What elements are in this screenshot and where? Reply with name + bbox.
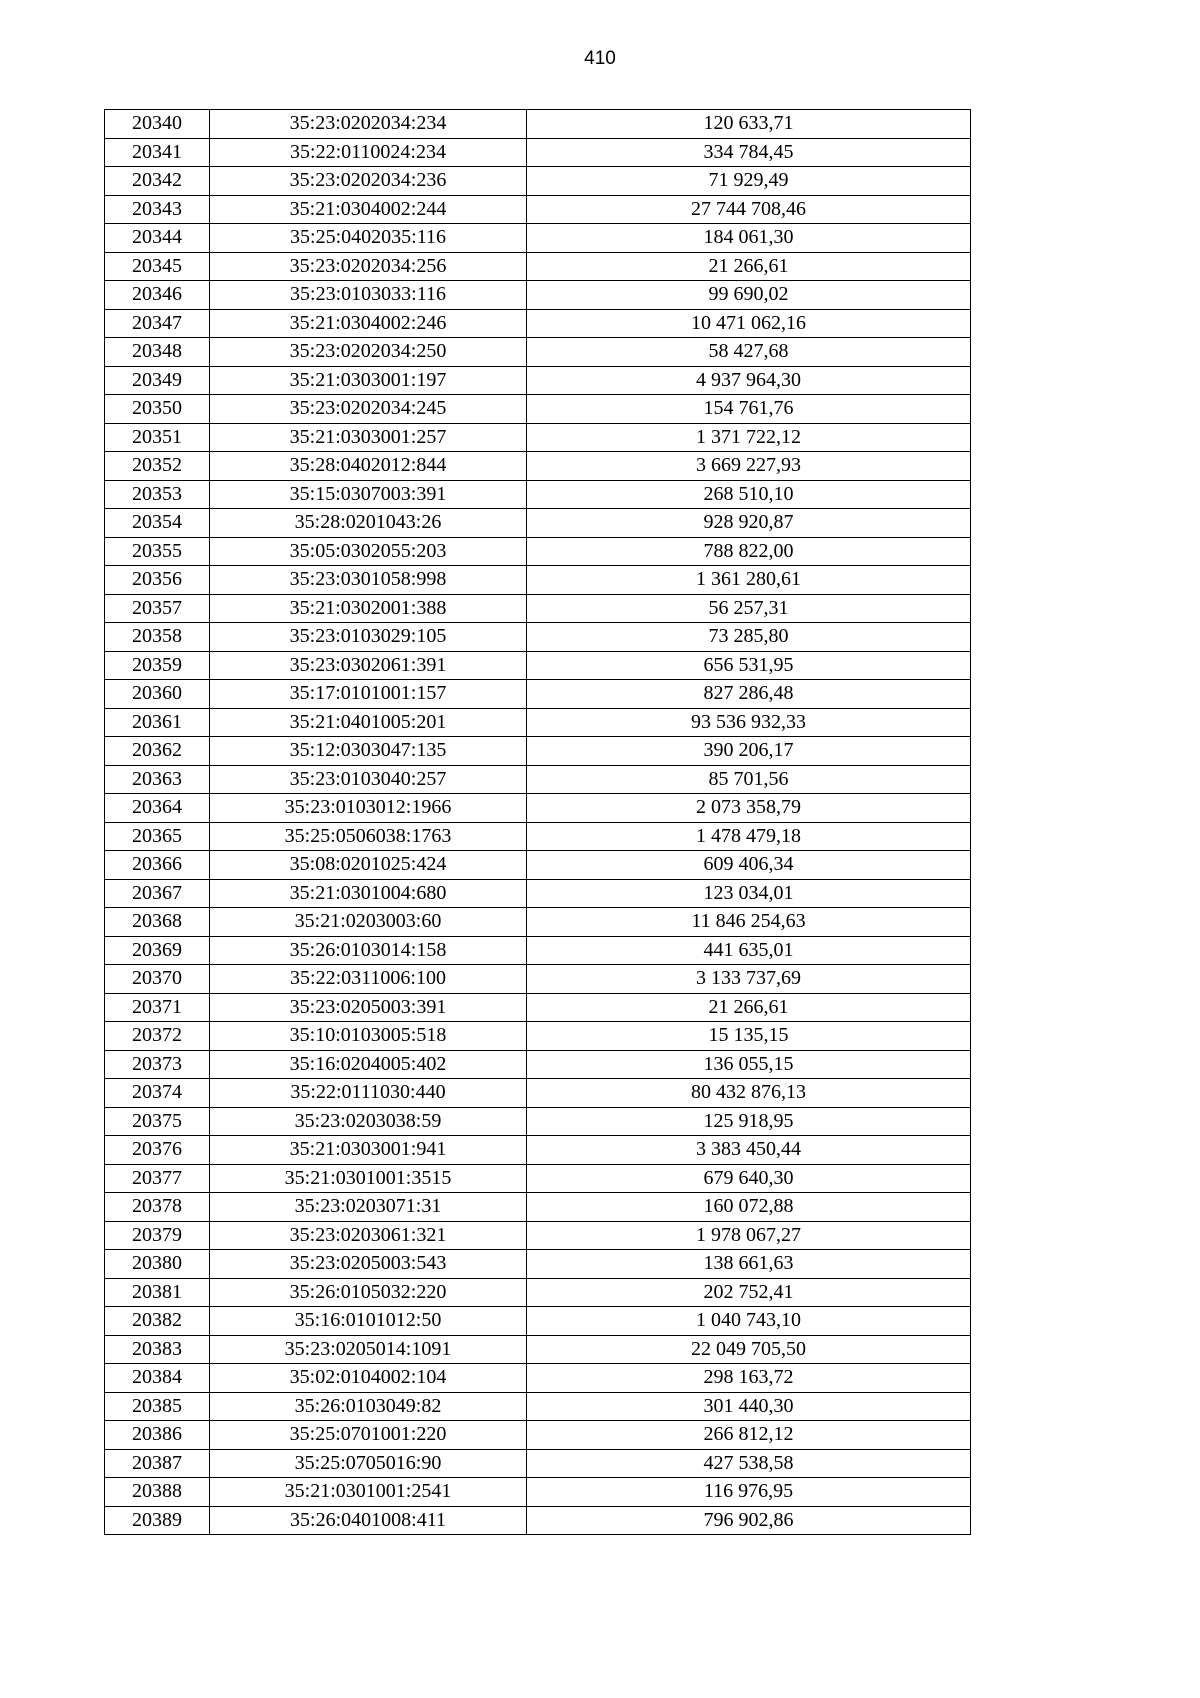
table-row: [105, 1392, 971, 1421]
value-cell: 202 752,41: [527, 1278, 971, 1307]
table-row: [105, 594, 971, 623]
table-row: [105, 879, 971, 908]
cadastral-number-cell: 35:23:0205003:543: [210, 1250, 527, 1279]
cadastral-number-cell: 35:22:0311006:100: [210, 965, 527, 994]
table-row: [105, 1506, 971, 1535]
row-number-cell: 20388: [105, 1478, 210, 1507]
table-row: [105, 338, 971, 367]
table-row: [105, 1364, 971, 1393]
row-number-cell: 20358: [105, 623, 210, 652]
value-cell: 22 049 705,50: [527, 1335, 971, 1364]
value-cell: 58 427,68: [527, 338, 971, 367]
value-cell: 4 937 964,30: [527, 366, 971, 395]
table-row: [105, 1478, 971, 1507]
row-number-cell: 20342: [105, 167, 210, 196]
row-number-cell: 20346: [105, 281, 210, 310]
row-number-cell: 20366: [105, 851, 210, 880]
value-cell: 27 744 708,46: [527, 195, 971, 224]
cadastral-number-cell: 35:23:0103040:257: [210, 765, 527, 794]
value-cell: 679 640,30: [527, 1164, 971, 1193]
cadastral-number-cell: 35:26:0401008:411: [210, 1506, 527, 1535]
value-cell: 21 266,61: [527, 252, 971, 281]
table-row: [105, 1193, 971, 1222]
value-cell: 3 669 227,93: [527, 452, 971, 481]
cadastral-number-cell: 35:02:0104002:104: [210, 1364, 527, 1393]
row-number-cell: 20382: [105, 1307, 210, 1336]
value-cell: 3 133 737,69: [527, 965, 971, 994]
value-cell: 71 929,49: [527, 167, 971, 196]
row-number-cell: 20367: [105, 879, 210, 908]
value-cell: 1 978 067,27: [527, 1221, 971, 1250]
cadastral-number-cell: 35:21:0303001:941: [210, 1136, 527, 1165]
row-number-cell: 20351: [105, 423, 210, 452]
table-row: [105, 138, 971, 167]
value-cell: 2 073 358,79: [527, 794, 971, 823]
value-cell: 56 257,31: [527, 594, 971, 623]
value-cell: 1 478 479,18: [527, 822, 971, 851]
cadastral-number-cell: 35:23:0302061:391: [210, 651, 527, 680]
cadastral-number-cell: 35:15:0307003:391: [210, 480, 527, 509]
row-number-cell: 20377: [105, 1164, 210, 1193]
value-cell: 136 055,15: [527, 1050, 971, 1079]
cadastral-number-cell: 35:21:0301001:2541: [210, 1478, 527, 1507]
value-cell: 15 135,15: [527, 1022, 971, 1051]
table-row: [105, 1449, 971, 1478]
row-number-cell: 20364: [105, 794, 210, 823]
value-cell: 301 440,30: [527, 1392, 971, 1421]
row-number-cell: 20343: [105, 195, 210, 224]
row-number-cell: 20348: [105, 338, 210, 367]
row-number-cell: 20354: [105, 509, 210, 538]
value-cell: 334 784,45: [527, 138, 971, 167]
table-row: [105, 566, 971, 595]
table-row: [105, 851, 971, 880]
row-number-cell: 20381: [105, 1278, 210, 1307]
value-cell: 93 536 932,33: [527, 708, 971, 737]
table-row: [105, 537, 971, 566]
row-number-cell: 20374: [105, 1079, 210, 1108]
value-cell: 1 361 280,61: [527, 566, 971, 595]
table-row: [105, 309, 971, 338]
cadastral-number-cell: 35:10:0103005:518: [210, 1022, 527, 1051]
table-row: [105, 110, 971, 139]
row-number-cell: 20350: [105, 395, 210, 424]
value-cell: 3 383 450,44: [527, 1136, 971, 1165]
table-row: [105, 366, 971, 395]
table-row: [105, 708, 971, 737]
row-number-cell: 20372: [105, 1022, 210, 1051]
value-cell: 10 471 062,16: [527, 309, 971, 338]
value-cell: 268 510,10: [527, 480, 971, 509]
table-row: [105, 252, 971, 281]
cadastral-number-cell: 35:23:0205003:391: [210, 993, 527, 1022]
cadastral-number-cell: 35:23:0202034:234: [210, 110, 527, 139]
cadastral-number-cell: 35:23:0202034:245: [210, 395, 527, 424]
cadastre-table: [104, 109, 971, 1535]
cadastral-number-cell: 35:23:0203038:59: [210, 1107, 527, 1136]
value-cell: 928 920,87: [527, 509, 971, 538]
row-number-cell: 20385: [105, 1392, 210, 1421]
table-row: [105, 1050, 971, 1079]
row-number-cell: 20355: [105, 537, 210, 566]
cadastral-number-cell: 35:25:0402035:116: [210, 224, 527, 253]
row-number-cell: 20341: [105, 138, 210, 167]
value-cell: 656 531,95: [527, 651, 971, 680]
table-row: [105, 480, 971, 509]
table-row: [105, 1164, 971, 1193]
row-number-cell: 20356: [105, 566, 210, 595]
cadastral-number-cell: 35:23:0103033:116: [210, 281, 527, 310]
row-number-cell: 20347: [105, 309, 210, 338]
cadastral-number-cell: 35:21:0303001:257: [210, 423, 527, 452]
value-cell: 796 902,86: [527, 1506, 971, 1535]
row-number-cell: 20345: [105, 252, 210, 281]
value-cell: 138 661,63: [527, 1250, 971, 1279]
row-number-cell: 20380: [105, 1250, 210, 1279]
value-cell: 184 061,30: [527, 224, 971, 253]
cadastral-number-cell: 35:05:0302055:203: [210, 537, 527, 566]
value-cell: 441 635,01: [527, 936, 971, 965]
row-number-cell: 20360: [105, 680, 210, 709]
row-number-cell: 20373: [105, 1050, 210, 1079]
value-cell: 827 286,48: [527, 680, 971, 709]
cadastral-number-cell: 35:23:0203071:31: [210, 1193, 527, 1222]
cadastral-number-cell: 35:21:0303001:197: [210, 366, 527, 395]
table-row: [105, 1107, 971, 1136]
table-row: [105, 452, 971, 481]
row-number-cell: 20349: [105, 366, 210, 395]
row-number-cell: 20383: [105, 1335, 210, 1364]
cadastral-number-cell: 35:23:0205014:1091: [210, 1335, 527, 1364]
row-number-cell: 20344: [105, 224, 210, 253]
row-number-cell: 20353: [105, 480, 210, 509]
cadastral-number-cell: 35:23:0103029:105: [210, 623, 527, 652]
table-row: [105, 1079, 971, 1108]
value-cell: 298 163,72: [527, 1364, 971, 1393]
row-number-cell: 20386: [105, 1421, 210, 1450]
value-cell: 120 633,71: [527, 110, 971, 139]
table-row: [105, 1335, 971, 1364]
cadastral-number-cell: 35:22:0111030:440: [210, 1079, 527, 1108]
value-cell: 73 285,80: [527, 623, 971, 652]
row-number-cell: 20375: [105, 1107, 210, 1136]
table-body: [105, 110, 971, 1535]
cadastral-number-cell: 35:21:0401005:201: [210, 708, 527, 737]
row-number-cell: 20384: [105, 1364, 210, 1393]
cadastral-number-cell: 35:16:0204005:402: [210, 1050, 527, 1079]
table-row: [105, 1221, 971, 1250]
table-row: [105, 281, 971, 310]
table-row: [105, 395, 971, 424]
table-row: [105, 936, 971, 965]
cadastral-number-cell: 35:23:0301058:998: [210, 566, 527, 595]
row-number-cell: 20357: [105, 594, 210, 623]
row-number-cell: 20368: [105, 908, 210, 937]
table-row: [105, 737, 971, 766]
row-number-cell: 20365: [105, 822, 210, 851]
row-number-cell: 20376: [105, 1136, 210, 1165]
table-row: [105, 1136, 971, 1165]
cadastral-number-cell: 35:25:0701001:220: [210, 1421, 527, 1450]
value-cell: 160 072,88: [527, 1193, 971, 1222]
cadastral-number-cell: 35:21:0304002:244: [210, 195, 527, 224]
cadastral-number-cell: 35:26:0105032:220: [210, 1278, 527, 1307]
row-number-cell: 20369: [105, 936, 210, 965]
row-number-cell: 20359: [105, 651, 210, 680]
row-number-cell: 20340: [105, 110, 210, 139]
row-number-cell: 20363: [105, 765, 210, 794]
table-row: [105, 1421, 971, 1450]
value-cell: 154 761,76: [527, 395, 971, 424]
cadastral-number-cell: 35:12:0303047:135: [210, 737, 527, 766]
value-cell: 788 822,00: [527, 537, 971, 566]
cadastral-number-cell: 35:26:0103014:158: [210, 936, 527, 965]
row-number-cell: 20387: [105, 1449, 210, 1478]
row-number-cell: 20389: [105, 1506, 210, 1535]
value-cell: 11 846 254,63: [527, 908, 971, 937]
table-row: [105, 509, 971, 538]
value-cell: 427 538,58: [527, 1449, 971, 1478]
table-row: [105, 765, 971, 794]
cadastral-number-cell: 35:26:0103049:82: [210, 1392, 527, 1421]
cadastral-number-cell: 35:16:0101012:50: [210, 1307, 527, 1336]
page-number: 410: [584, 48, 616, 69]
value-cell: 1 040 743,10: [527, 1307, 971, 1336]
cadastral-number-cell: 35:21:0304002:246: [210, 309, 527, 338]
row-number-cell: 20352: [105, 452, 210, 481]
cadastral-number-cell: 35:25:0705016:90: [210, 1449, 527, 1478]
cadastral-number-cell: 35:28:0201043:26: [210, 509, 527, 538]
table-row: [105, 623, 971, 652]
row-number-cell: 20378: [105, 1193, 210, 1222]
cadastral-number-cell: 35:08:0201025:424: [210, 851, 527, 880]
cadastral-number-cell: 35:23:0202034:250: [210, 338, 527, 367]
value-cell: 390 206,17: [527, 737, 971, 766]
table-row: [105, 195, 971, 224]
value-cell: 99 690,02: [527, 281, 971, 310]
table-row: [105, 1278, 971, 1307]
table-row: [105, 680, 971, 709]
cadastral-number-cell: 35:21:0301001:3515: [210, 1164, 527, 1193]
value-cell: 125 918,95: [527, 1107, 971, 1136]
cadastral-number-cell: 35:25:0506038:1763: [210, 822, 527, 851]
value-cell: 80 432 876,13: [527, 1079, 971, 1108]
table-row: [105, 993, 971, 1022]
cadastral-number-cell: 35:23:0202034:256: [210, 252, 527, 281]
row-number-cell: 20370: [105, 965, 210, 994]
cadastral-number-cell: 35:28:0402012:844: [210, 452, 527, 481]
cadastral-number-cell: 35:21:0301004:680: [210, 879, 527, 908]
table-row: [105, 794, 971, 823]
value-cell: 123 034,01: [527, 879, 971, 908]
table-row: [105, 1250, 971, 1279]
row-number-cell: 20371: [105, 993, 210, 1022]
table-row: [105, 651, 971, 680]
value-cell: 21 266,61: [527, 993, 971, 1022]
cadastral-number-cell: 35:17:0101001:157: [210, 680, 527, 709]
row-number-cell: 20362: [105, 737, 210, 766]
table-row: [105, 822, 971, 851]
value-cell: 85 701,56: [527, 765, 971, 794]
cadastral-number-cell: 35:21:0302001:388: [210, 594, 527, 623]
table-row: [105, 423, 971, 452]
table-row: [105, 965, 971, 994]
row-number-cell: 20361: [105, 708, 210, 737]
table-row: [105, 167, 971, 196]
cadastral-number-cell: 35:23:0203061:321: [210, 1221, 527, 1250]
value-cell: 609 406,34: [527, 851, 971, 880]
value-cell: 116 976,95: [527, 1478, 971, 1507]
table-row: [105, 224, 971, 253]
table-row: [105, 1022, 971, 1051]
cadastral-number-cell: 35:22:0110024:234: [210, 138, 527, 167]
row-number-cell: 20379: [105, 1221, 210, 1250]
table-row: [105, 908, 971, 937]
cadastral-number-cell: 35:23:0202034:236: [210, 167, 527, 196]
cadastral-number-cell: 35:21:0203003:60: [210, 908, 527, 937]
value-cell: 266 812,12: [527, 1421, 971, 1450]
value-cell: 1 371 722,12: [527, 423, 971, 452]
table-row: [105, 1307, 971, 1336]
cadastral-number-cell: 35:23:0103012:1966: [210, 794, 527, 823]
